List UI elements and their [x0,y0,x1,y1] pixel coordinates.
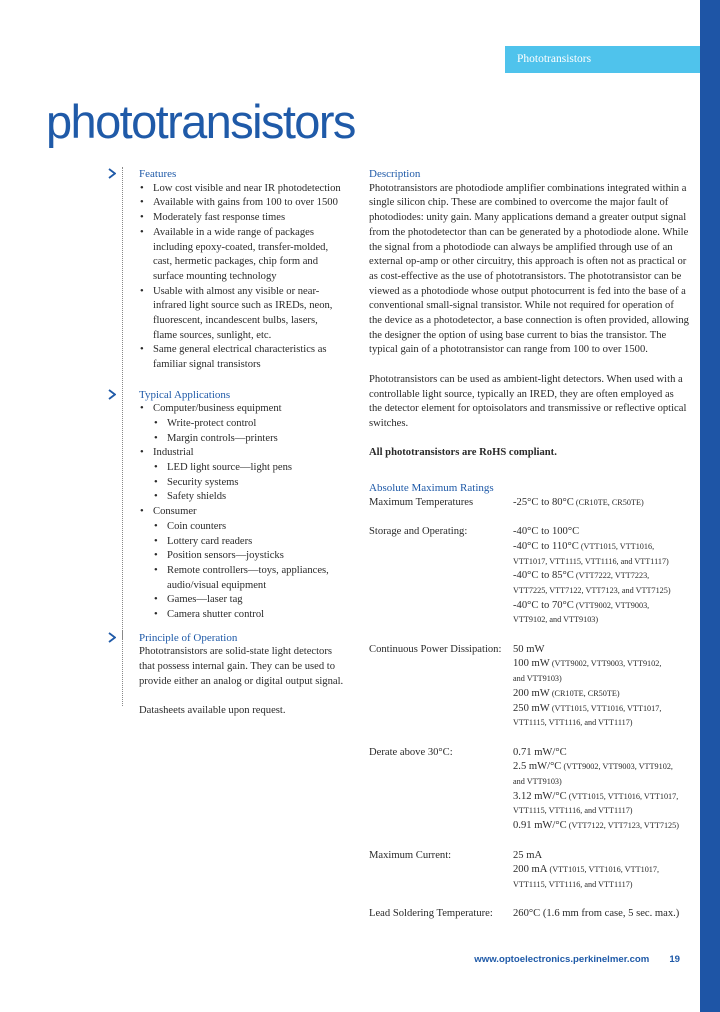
amr-value: -40°C to 110°C [513,540,579,552]
amr-value-note: (VTT7222, VTT7223, [573,571,650,581]
list-item: • Computer/business equipment • Write-protect control • Margin controls—printers [139,402,344,446]
amr-value: 200 mA [513,864,548,876]
description-paragraph-1: Phototransistors are photodiode amplifier combinations integrated within a single silicon chip. These are combined to overcome the major fault of photodiodes: unity gain. Many applications demand a greater output signal from the photodetector than can be generated by a photodiode alone. While the signal from a photodiode can always be amplified through use of an external op-amp or other circuitry, this approach is often not as practical or as cost-effective as the use of phototransistors. The phototransistor can be viewed as a photodiode whose output photocurrent is fed into the base of a conventional small-signal transistor. While not required for operation of the device as a photodetector, a base connection is often provided, allowing the designer the option of using base current to bias the transistor. The typical gain of a phototransistor can range from 100 to over 1500. [369,182,689,356]
amr-value-line [513,540,689,555]
amr-value: 25 mA [513,849,543,861]
amr-value-note: VTT1115, VTT1116, and VTT1117) [513,806,633,816]
description-heading: Description [369,168,421,180]
datasheets-note: Datasheets available upon request. [139,705,286,717]
list-item: • Remote controllers—toys, appliances, audio/visual equipment [139,564,344,593]
amr-value-line [513,746,689,761]
amr-value-line [513,702,689,717]
list-item: • Coin counters [139,520,344,535]
amr-value-note: (VTT9002, VTT9003, [573,600,650,610]
amr-value-line [513,819,689,834]
amr-value-note: (VTT1015, VTT1016, VTT1017, [549,703,662,713]
amr-value-line [513,599,689,614]
amr-value-line [513,878,689,893]
amr-value-line [513,790,689,805]
amr-row [369,849,689,893]
features-heading: Features [139,167,344,182]
amr-values [513,525,689,628]
list-item: • Available with gains from 100 to over 1500 [139,196,344,211]
amr-value-note: and VTT9103) [513,777,562,787]
amr-value-line [513,672,689,687]
amr-value-line [513,496,689,511]
amr-value: 50 mW [513,643,545,655]
list-item: • Same general electrical characteristics as familiar signal transistors [139,343,344,372]
amr-value-note: VTT9102, and VTT9103) [513,615,599,625]
principle-rule [122,631,123,706]
amr-value-note: (VTT9002, VTT9003, VTT9102, [549,659,662,669]
list-item: • Usable with almost any visible or near-infrared light source such as IREDs, neon, fluorescent, incandescent bulbs, lasers, flame sources, sunlight, etc. [139,285,344,344]
list-item: • Margin controls—printers [139,432,344,447]
amr-label: Maximum Temperatures [369,496,474,508]
amr-table [369,496,689,922]
amr-value-line [513,613,689,628]
amr-value: 200 mW [513,687,550,699]
amr-value: 3.12 mW/°C [513,790,567,802]
amr-value-line [513,643,689,658]
amr-value-line [513,569,689,584]
amr-row [369,496,689,511]
rohs-statement: All phototransistors are RoHS compliant. [369,447,557,459]
amr-value-line [513,863,689,878]
amr-values [513,643,689,731]
amr-value-line [513,907,689,922]
left-column [139,167,344,719]
amr-value-note: (VTT1015, VTT1016, VTT1017, [547,865,660,875]
list-item: • Security systems [139,476,344,491]
chevron-right-icon [108,389,116,400]
amr-label: Continuous Power Dissipation: [369,643,502,655]
list-item: • Industrial • LED light source—light pens • Security systems • Safety shields [139,446,344,505]
features-list [139,182,344,373]
amr-value: -25°C to 80°C [513,496,574,508]
amr-row [369,746,689,834]
list-item: • Consumer • Coin counters • Lottery card readers • Position sensors—joysticks • Remote controllers—toys, appliances, audio/visual equipment • Games—laser tag • Camera shutter control [139,505,344,623]
list-item: • Write-protect control [139,417,344,432]
amr-value: -40°C to 85°C [513,570,574,582]
side-color-bar [700,0,720,1012]
page-title: phototransistors [46,95,355,148]
amr-row [369,907,689,922]
chevron-right-icon [108,632,116,643]
amr-value-note: (VTT1015, VTT1016, [578,541,655,551]
list-item: • Low cost visible and near IR photodetection [139,182,344,197]
applications-heading: Typical Applications [139,388,344,403]
amr-value-line [513,687,689,702]
applications-list [139,402,344,623]
page-number: 19 [669,954,680,965]
amr-values [513,849,689,893]
amr-value-line [513,657,689,672]
amr-label: Storage and Operating: [369,526,468,538]
principle-text: Phototransistors are solid-state light detectors that possess internal gain. They can be used to provide either an analog or digital output signal. [139,646,344,687]
amr-value-line [513,760,689,775]
list-item: • Safety shields [139,490,344,505]
amr-row [369,525,689,628]
amr-label: Derate above 30°C: [369,746,453,758]
amr-value: 250 mW [513,702,550,714]
amr-value-line [513,849,689,864]
applications-rule [122,388,123,639]
amr-value: 2.5 mW/°C [513,761,562,773]
amr-values [513,496,689,511]
list-item: • Games—laser tag [139,593,344,608]
list-item: • Available in a wide range of packages including epoxy-coated, transfer-molded, cast, hermetic packages, chip form and surface mounting technology [139,226,344,285]
amr-value-line [513,804,689,819]
list-item: • Moderately fast response times [139,211,344,226]
right-column [369,167,689,922]
amr-label: Lead Soldering Temperature: [369,908,493,920]
amr-value-line [513,555,689,570]
list-item: • Position sensors—joysticks [139,549,344,564]
amr-value-note: (VTT9002, VTT9003, VTT9102, [561,762,673,772]
footer-url: www.optoelectronics.perkinelmer.com [474,954,650,965]
amr-values [513,746,689,834]
amr-value-line [513,525,689,540]
amr-value: 100 mW [513,658,550,670]
amr-value-note: VTT1115, VTT1116, and VTT1117) [513,718,633,728]
amr-label: Maximum Current: [369,849,452,861]
amr-value-note: (CR10TE, CR50TE) [573,497,644,507]
list-item: • LED light source—light pens [139,461,344,476]
amr-value-note: VTT1115, VTT1116, and VTT1117) [513,879,633,889]
amr-heading: Absolute Maximum Ratings [369,482,494,495]
amr-values [513,907,689,922]
principle-heading: Principle of Operation [139,631,344,646]
amr-value-note: VTT1017, VTT1115, VTT1116, and VTT1117) [513,556,669,566]
footer [380,954,680,965]
section-tab: Phototransistors [505,46,700,73]
amr-value-note: VTT7225, VTT7122, VTT7123, and VTT7125) [513,585,671,595]
amr-value-note: (VTT1015, VTT1016, VTT1017, [566,791,679,801]
amr-value: 0.71 mW/°C [513,746,567,758]
amr-value: -40°C to 100°C [513,526,580,538]
amr-value: -40°C to 70°C [513,599,574,611]
list-item: • Lottery card readers [139,535,344,550]
list-item: • Camera shutter control [139,608,344,623]
amr-value-line [513,775,689,790]
amr-value-line [513,584,689,599]
amr-value: 0.91 mW/°C [513,820,567,832]
amr-value: 260°C (1.6 mm from case, 5 sec. max.) [513,908,680,920]
amr-value-line [513,716,689,731]
amr-row [369,643,689,731]
chevron-right-icon [108,168,116,179]
amr-value-note: and VTT9103) [513,674,562,684]
description-paragraph-2: Phototransistors can be used as ambient-light detectors. When used with a controllable light source, typically an IRED, they are often employed as the detector element for optoisolators and transmissive or reflective optical switches. [369,373,687,429]
amr-value-note: (VTT7122, VTT7123, VTT7125) [566,821,679,831]
amr-value-note: (CR10TE, CR50TE) [549,688,620,698]
